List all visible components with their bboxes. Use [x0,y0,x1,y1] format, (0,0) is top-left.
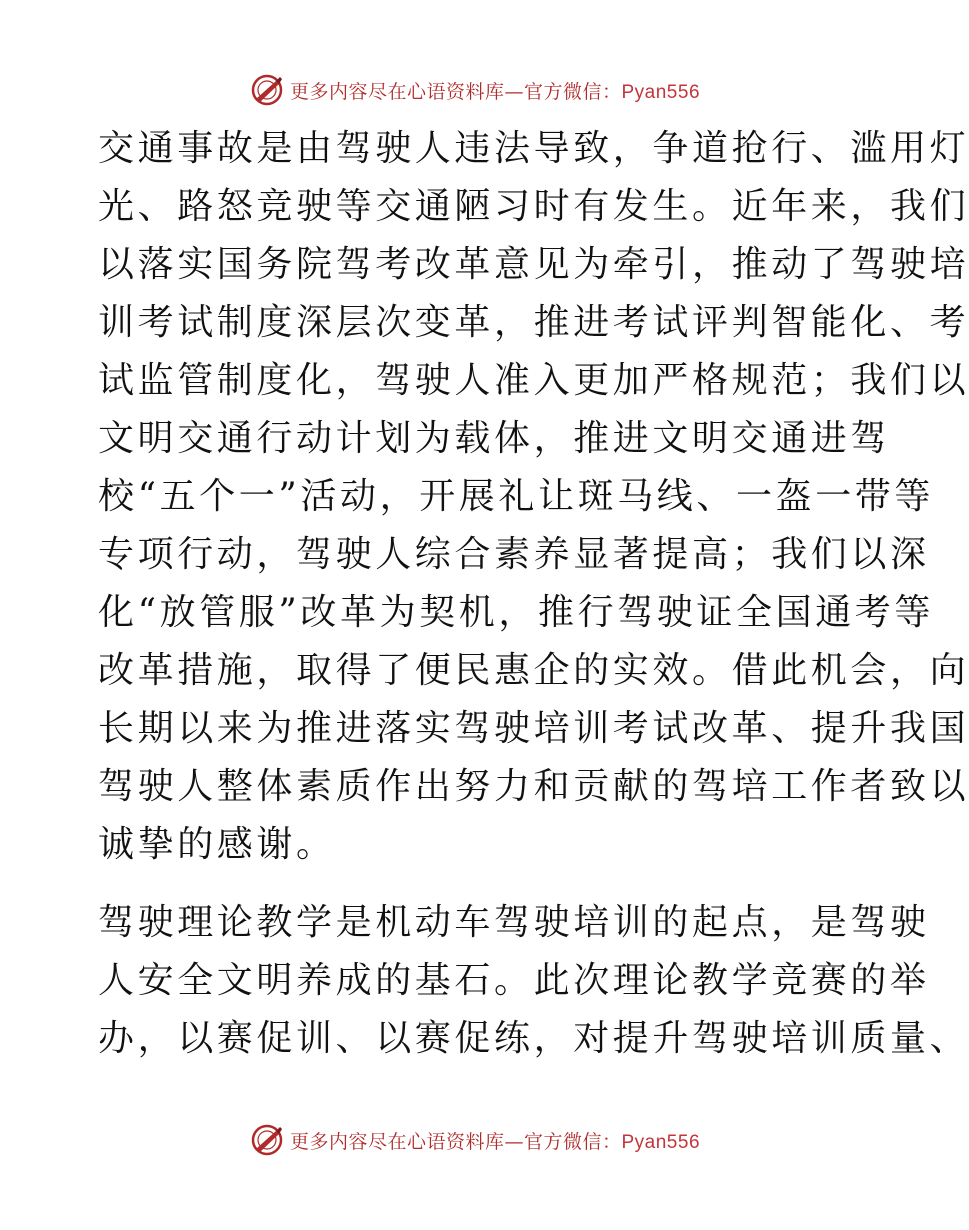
header-banner-text [290,77,700,104]
footer-banner-wechat-id: Pyan556 [621,1131,701,1153]
header-banner [0,70,950,110]
pen-seal-logo-icon [250,1123,284,1157]
footer-banner-dash: — [504,1130,524,1153]
footer-banner-main: 更多内容尽在心语资料库 [289,1130,505,1153]
document-body [98,120,969,1068]
header-banner-wechat-id: Pyan556 [621,81,701,103]
header-banner-wechat-label: 官方微信： [523,80,622,103]
text-line: 办，以赛促训、以赛促练，对提升驾驶培训质量、 [98,1018,969,1059]
text-line: 交通事故是由驾驶人违法导致，争道抢行、滥用灯 [98,128,969,169]
pen-seal-logo-icon [250,73,284,107]
text-line: 试监管制度化，驾驶人准入更加严格规范；我们以 [98,360,969,401]
footer-banner [0,1120,950,1160]
text-line: 长期以来为推进落实驾驶培训考试改革、提升我国 [98,708,969,749]
paragraph-2 [98,894,969,1068]
text-line: 校“五个一”活动，开展礼让斑马线、一盔一带等 [98,476,935,517]
text-line: 驾驶理论教学是机动车驾驶培训的起点，是驾驶 [98,902,930,943]
text-line: 训考试制度深层次变革，推进考试评判智能化、考 [98,302,969,343]
text-line: 文明交通行动计划为载体，推进文明交通进驾 [98,418,891,459]
paragraph-spacer [98,874,858,894]
text-line: 改革措施，取得了便民惠企的实效。借此机会，向 [98,650,969,691]
header-banner-dash: — [504,80,524,103]
text-line: 化“放管服”改革为契机，推行驾驶证全国通考等 [98,592,935,633]
footer-banner-text [290,1127,700,1154]
text-line: 以落实国务院驾考改革意见为牵引，推动了驾驶培 [98,244,969,285]
footer-banner-wechat-label: 官方微信： [523,1130,622,1153]
text-line: 人安全文明养成的基石。此次理论教学竞赛的举 [98,960,930,1001]
text-line: 专项行动，驾驶人综合素养显著提高；我们以深 [98,534,930,575]
paragraph-1 [98,120,969,874]
text-line: 光、路怒竞驶等交通陋习时有发生。近年来，我们 [98,186,969,227]
text-line: 驾驶人整体素质作出努力和贡献的驾培工作者致以 [98,766,969,807]
header-banner-main: 更多内容尽在心语资料库 [289,80,505,103]
text-line: 诚挚的感谢。 [98,824,336,865]
